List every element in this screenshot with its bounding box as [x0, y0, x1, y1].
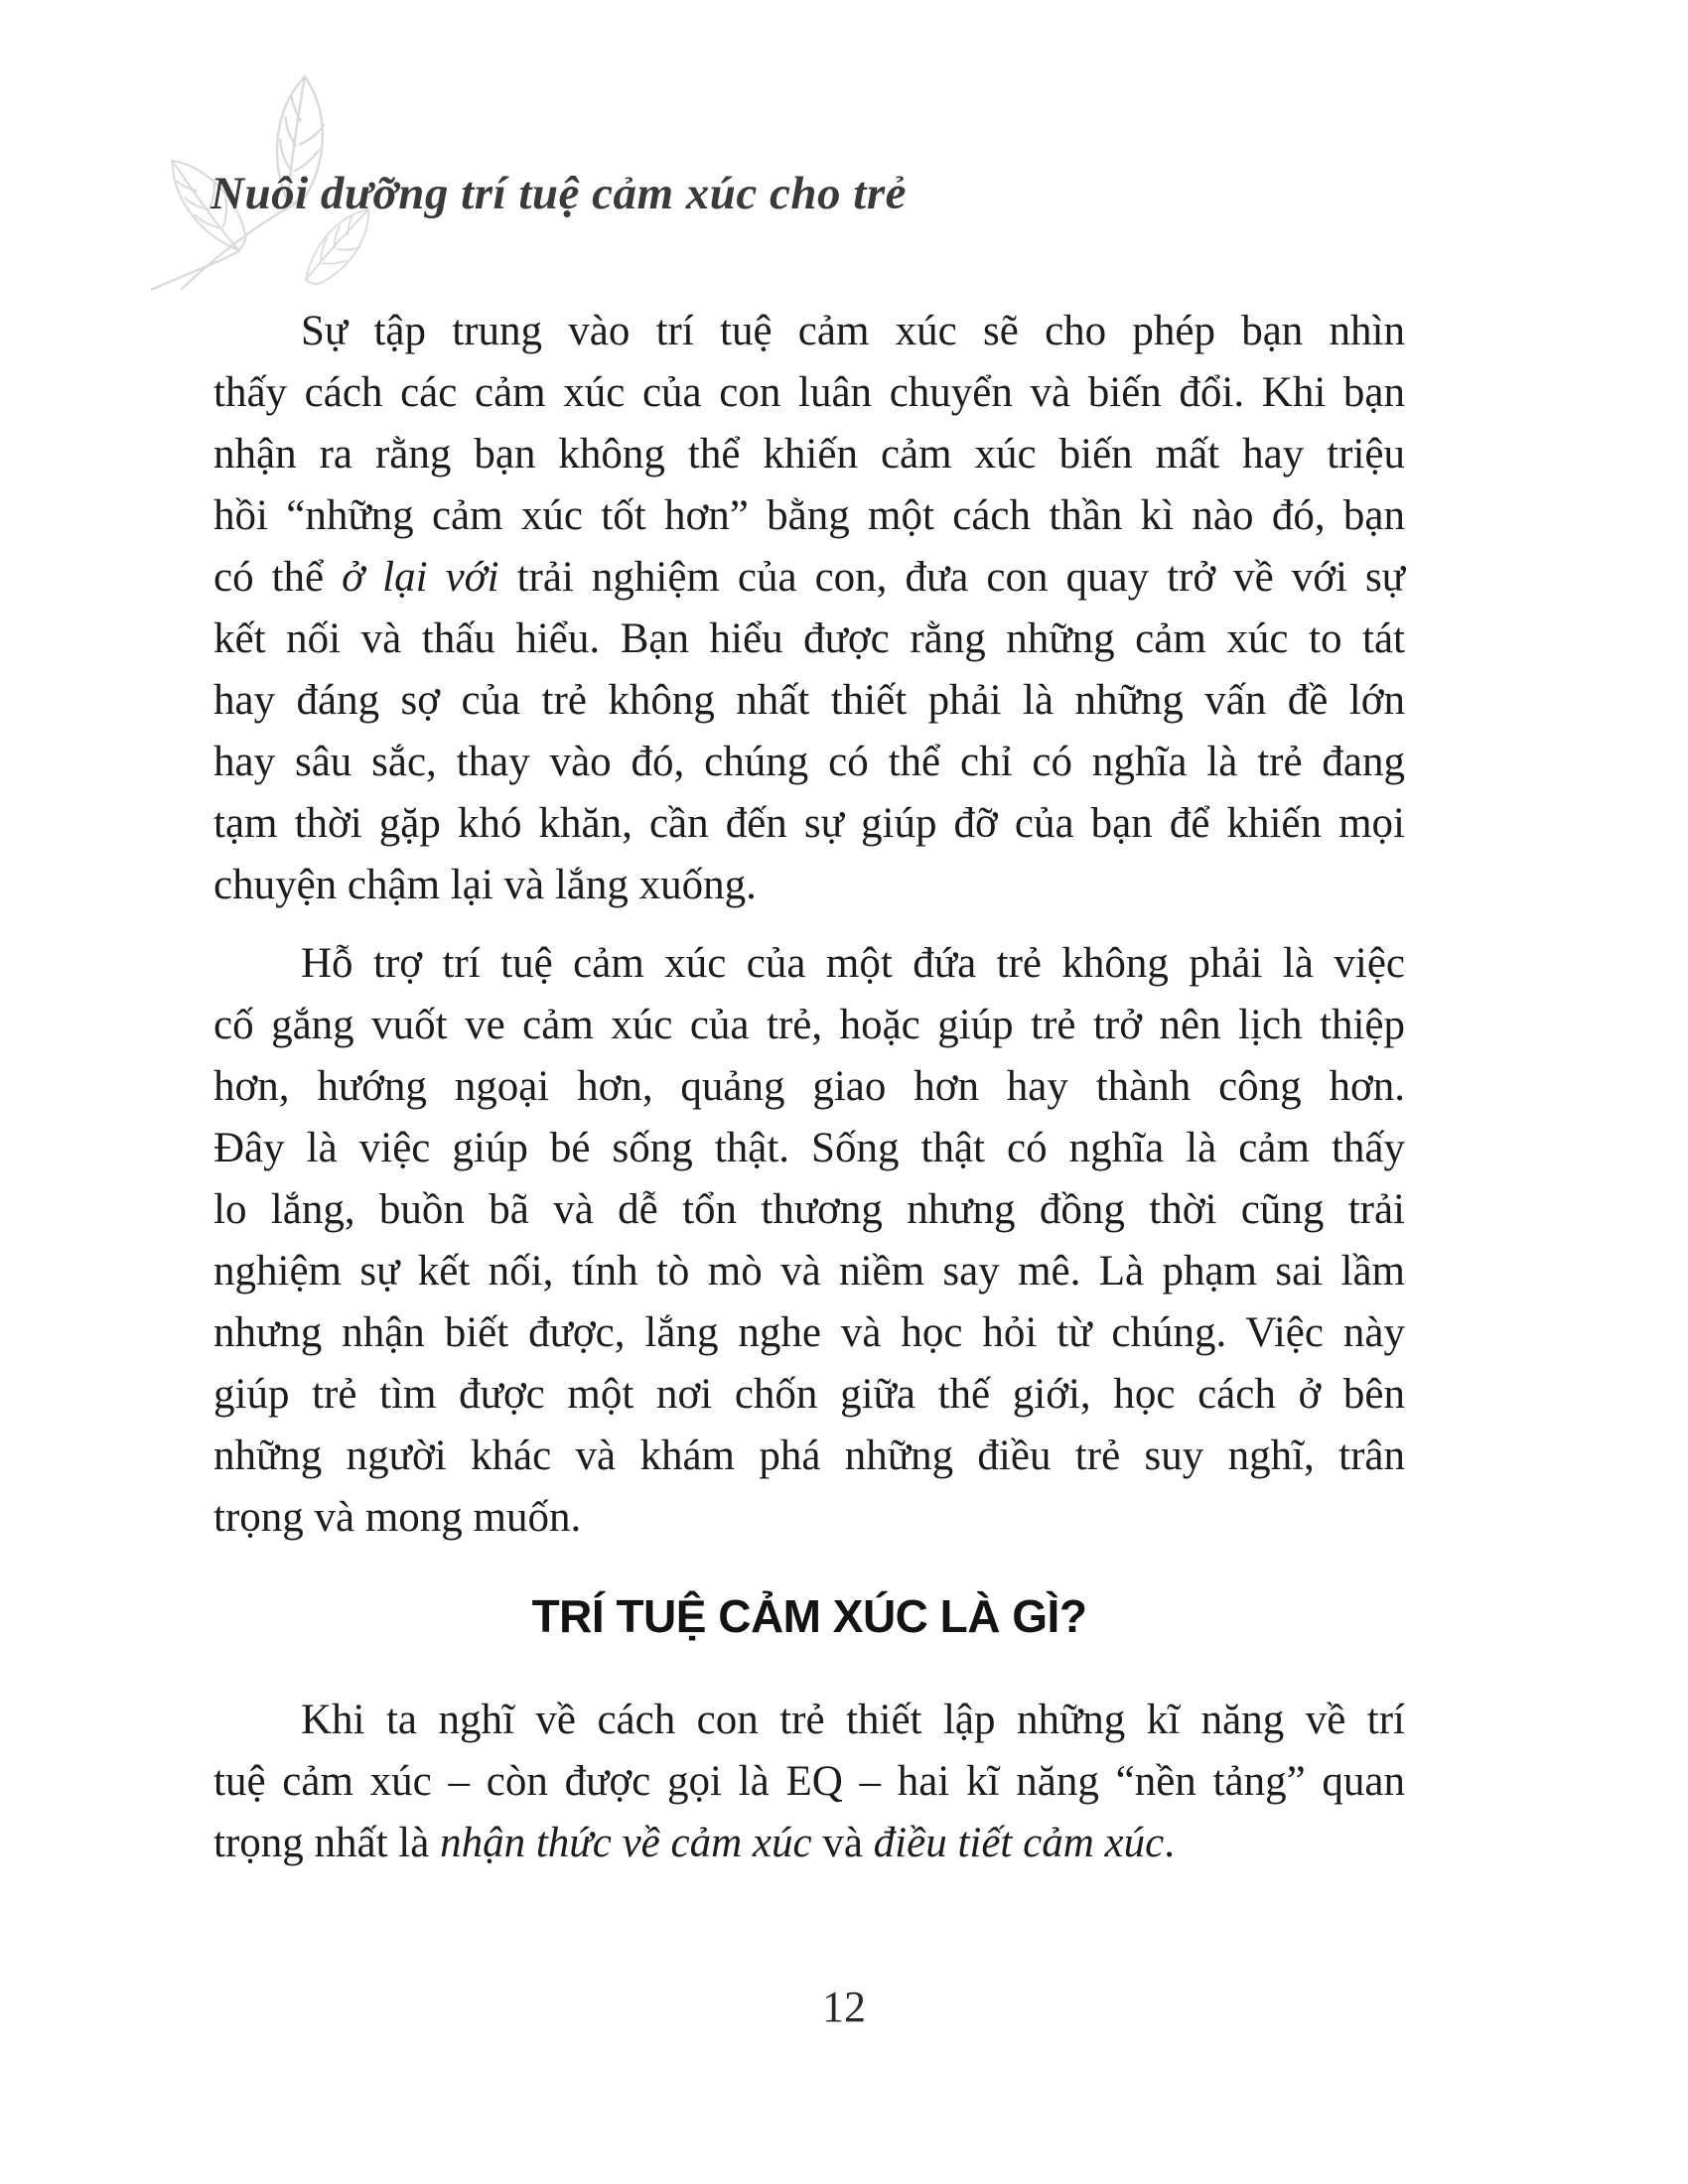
page-number: 12 — [822, 1982, 866, 2031]
text-line: tạm thời gặp khó khăn, cần đến sự giúp đỡ của bạn để khiến mọi — [213, 800, 1405, 847]
text-line: hay sâu sắc, thay vào đó, chúng có thể chỉ có nghĩa là trẻ đang — [213, 739, 1405, 785]
text-line: nhận ra rằng bạn không thể khiến cảm xúc biến mất hay triệu — [213, 431, 1405, 478]
text-line: nghiệm sự kết nối, tính tò mò và niềm say mê. Là phạm sai lầm — [213, 1248, 1405, 1295]
text-line: kết nối và thấu hiểu. Bạn hiểu được rằng những cảm xúc to tát — [213, 615, 1405, 662]
text-line: những người khác và khám phá những điều trẻ suy nghĩ, trân — [213, 1433, 1405, 1479]
text-line: thấy cách các cảm xúc của con luân chuyển và biến đổi. Khi bạn — [213, 369, 1405, 416]
paragraph — [213, 1690, 1405, 1874]
text-line: cố gắng vuốt ve cảm xúc của trẻ, hoặc giúp trẻ trở nên lịch thiệp — [213, 1002, 1405, 1048]
section-heading: TRÍ TUỆ CẢM XÚC LÀ GÌ? — [531, 1590, 1087, 1642]
text-line: Sự tập trung vào trí tuệ cảm xúc sẽ cho phép bạn nhìn — [301, 308, 1405, 354]
text-line: Đây là việc giúp bé sống thật. Sống thật có nghĩa là cảm thấy — [213, 1125, 1405, 1171]
text-line: trọng và mong muốn. — [213, 1494, 582, 1541]
text-line: tuệ cảm xúc – còn được gọi là EQ – hai kĩ năng “nền tảng” quan — [213, 1758, 1405, 1805]
text-line: trọng nhất là nhận thức về cảm xúc và điều tiết cảm xúc. — [213, 1820, 1175, 1866]
text-line: giúp trẻ tìm được một nơi chốn giữa thế giới, học cách ở bên — [213, 1371, 1405, 1418]
text-line: lo lắng, buồn bã và dễ tổn thương nhưng đồng thời cũng trải — [213, 1186, 1405, 1233]
body-column — [213, 301, 1405, 1891]
paragraph — [213, 301, 1405, 916]
text-line: có thể ở lại với trải nghiệm của con, đưa con quay trở về với sự — [213, 554, 1405, 601]
text-line: hơn, hướng ngoại hơn, quảng giao hơn hay thành công hơn. — [213, 1063, 1405, 1110]
text-line: hồi “những cảm xúc tốt hơn” bằng một cách thần kì nào đó, bạn — [213, 492, 1405, 539]
running-header: Nuôi dưỡng trí tuệ cảm xúc cho trẻ — [211, 168, 908, 219]
paragraph — [213, 933, 1405, 1549]
text-line: hay đáng sợ của trẻ không nhất thiết phải là những vấn đề lớn — [213, 677, 1405, 724]
text-line: Hỗ trợ trí tuệ cảm xúc của một đứa trẻ không phải là việc — [301, 940, 1405, 987]
text-line: nhưng nhận biết được, lắng nghe và học hỏi từ chúng. Việc này — [213, 1309, 1405, 1356]
text-line: Khi ta nghĩ về cách con trẻ thiết lập những kĩ năng về trí — [301, 1697, 1405, 1743]
text-line: chuyện chậm lại và lắng xuống. — [213, 862, 757, 908]
